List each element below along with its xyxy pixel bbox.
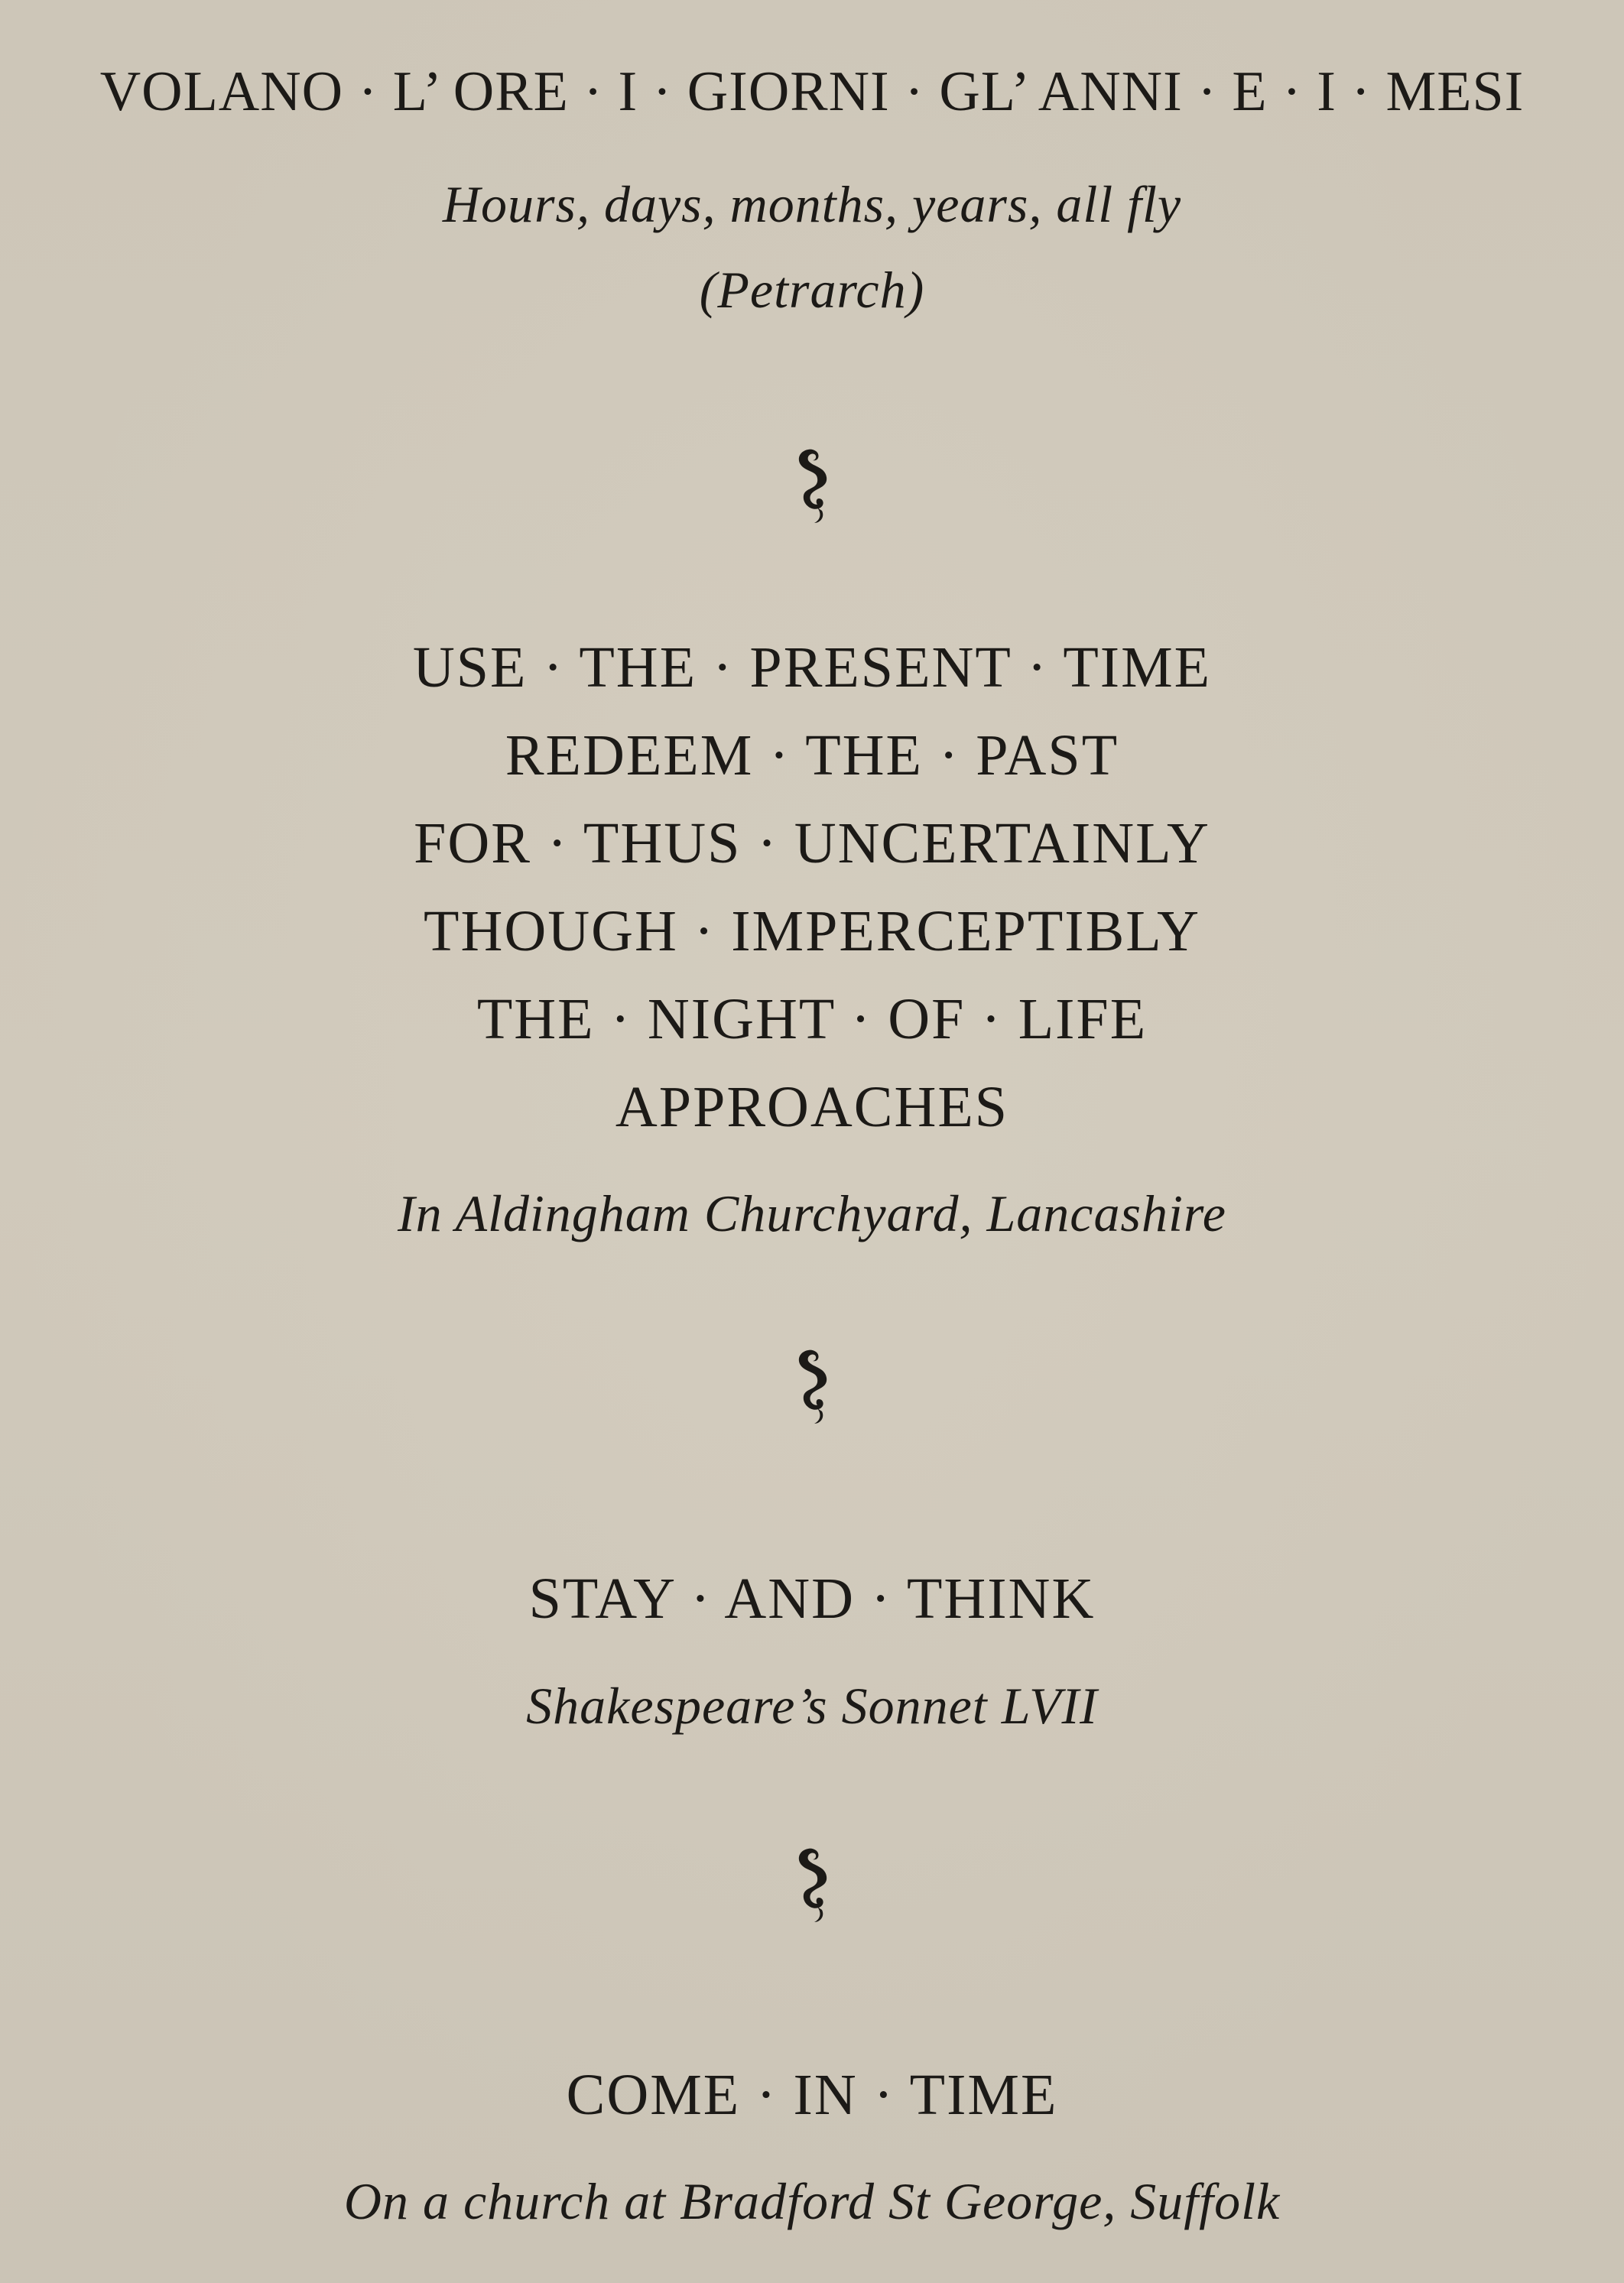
epigraph-2-line-6: APPROACHES [615, 1075, 1009, 1139]
section-ornament-icon [0, 443, 1624, 528]
epigraph-2-line-4: THOUGH · IMPERCEPTIBLY [424, 899, 1200, 963]
epigraph-1-translation: Hours, days, months, years, all fly [442, 175, 1182, 233]
epigraph-2-line-1: USE · THE · PRESENT · TIME [412, 635, 1212, 700]
epigraph-3-source: Shakespeare’s Sonnet LVII [526, 1677, 1098, 1735]
epigraph-1-source: (Petrarch) [699, 261, 925, 319]
epigraph-4-inscription: COME · IN · TIME [566, 2063, 1058, 2127]
epigraph-3-inscription: STAY · AND · THINK [528, 1567, 1096, 1631]
section-ornament-icon [0, 1344, 1624, 1428]
epigraph-2-line-3: FOR · THUS · UNCERTAINLY [414, 811, 1210, 875]
epigraph-1-inscription: VOLANO · L’ ORE · I · GIORNI · GL’ ANNI · E · I · MESI [99, 60, 1525, 123]
epigraph-2-line-5: THE · NIGHT · OF · LIFE [476, 987, 1148, 1051]
section-ornament-icon [0, 1843, 1624, 1927]
epigraph-2-line-2: REDEEM · THE · PAST [505, 723, 1119, 788]
epigraph-2-source: In Aldingham Churchyard, Lancashire [398, 1184, 1226, 1242]
epigraph-4-source: On a church at Bradford St George, Suffolk [343, 2172, 1281, 2230]
